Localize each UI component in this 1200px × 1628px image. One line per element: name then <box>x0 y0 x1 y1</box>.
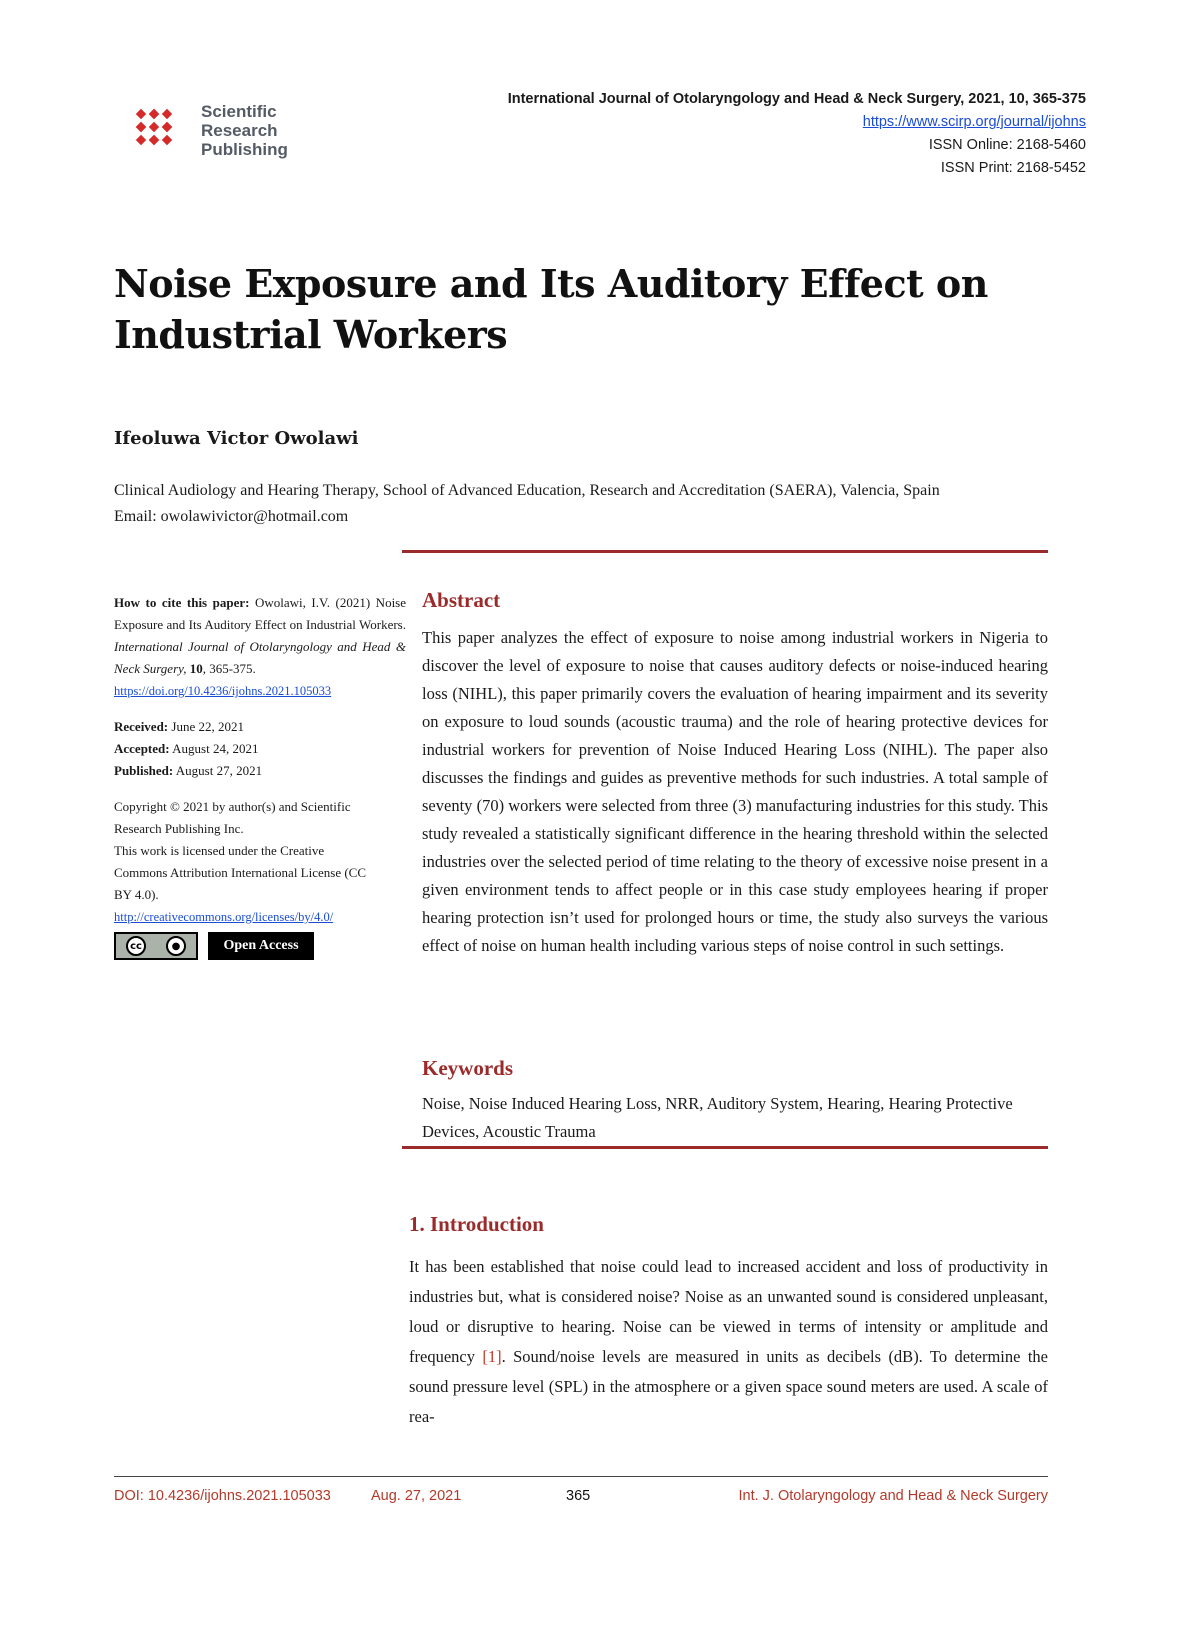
logo-diamond <box>136 109 146 119</box>
keywords-bottom-rule <box>402 1146 1048 1149</box>
copyright-notice: Copyright © 2021 by author(s) and Scientific Research Publishing Inc. <box>114 799 351 836</box>
footer-doi: DOI: 10.4236/ijohns.2021.105033 <box>114 1488 331 1504</box>
logo-diamonds-icon <box>115 86 193 168</box>
logo-diamond <box>136 122 146 132</box>
abstract-text: This paper analyzes the effect of exposure to noise among industrial workers in Nigeria to discover the level of exposure to noise that causes auditory defects or noise-induced hearing loss (NIHL), this paper primarily covers the evaluation of hearing impairment and its severity on exposure to loud sounds (acoustic trauma) and the role of hearing protective devices for industrial workers for prevention of Noise Induced Hearing Loss (NIHL). The paper also discusses the findings and guides as preventive methods for such industries. A total sample of seventy (70) workers were selected from three (3) manufacturing industries for this study. This study revealed a statistically significant difference in the hearing threshold within the selected industries over the selected period of time relating to the theory of excessive noise present in a given environment tends to affect people or in this case study employees hearing if proper hearing protection isn’t used for prolonged hours or time, the study also surveys the various effect of noise on human health including various steps of noise control in such settings. <box>422 628 1048 955</box>
publisher-name: Scientific Research Publishing <box>201 102 288 159</box>
introduction-heading: 1. Introduction <box>409 1212 544 1236</box>
reference-link[interactable]: [1] <box>482 1347 502 1366</box>
logo-diamond <box>162 109 172 119</box>
journal-info <box>508 88 1086 180</box>
footer-journal: Int. J. Otolaryngology and Head & Neck Surgery <box>738 1488 1048 1504</box>
footer-rule <box>114 1476 1048 1477</box>
page-number: 365 <box>566 1488 591 1504</box>
logo-diamond <box>149 135 159 145</box>
logo-diamond <box>149 122 159 132</box>
journal-citation-line: International Journal of Otolaryngology and Head & Neck Surgery, 2021, 10, 365-375 <box>507 91 1086 107</box>
keywords-text: Noise, Noise Induced Hearing Loss, NRR, Auditory System, Hearing, Hearing Protective Devices, Acoustic Trauma <box>422 1094 1013 1141</box>
license-text: This work is licensed under the Creative Commons Attribution International License (CC BY 4.0). <box>114 843 367 902</box>
introduction-text: It has been established that noise could lead to increased accident and loss of productivity in industries but, what is considered noise? Noise as an unwanted sound is considered unpleasant, loud or disruptive to hearing. Noise can be viewed in terms of intensity or amplitude and frequency [1]. Sound/noise levels are measured in units as decibels (dB). To determine the sound pressure level (SPL) in the atmosphere or a given space sound meters are used. A scale of rea- <box>409 1257 1048 1426</box>
logo-diamond <box>162 122 172 132</box>
logo-diamond <box>136 135 146 145</box>
open-access-badge: Open Access <box>208 932 314 960</box>
abstract-heading: Abstract <box>422 588 501 612</box>
paper-title: Noise Exposure and Its Auditory Effect on Industrial Workers <box>114 261 988 357</box>
published-date: Published: August 27, 2021 <box>114 763 263 778</box>
logo-diamond <box>149 109 159 119</box>
license-link[interactable]: http://creativecommons.org/licenses/by/4.0/ <box>114 910 334 924</box>
affiliation: Clinical Audiology and Hearing Therapy, School of Advanced Education, Research and Accreditation (SAERA), Valencia, Spain <box>114 482 940 499</box>
abstract-top-rule <box>402 550 1048 553</box>
doi-link[interactable]: https://doi.org/10.4236/ijohns.2021.105033 <box>114 684 332 698</box>
how-to-cite: How to cite this paper: Owolawi, I.V. (2021) Noise Exposure and Its Auditory Effect on Industrial Workers. International Journal of Otolaryngology and Head & Neck Surgery, 10, 365-375. <box>114 595 407 676</box>
affiliation-block <box>114 478 940 530</box>
received-date: Received: June 22, 2021 <box>114 719 244 734</box>
keywords-heading: Keywords <box>422 1056 513 1080</box>
author-email: Email: owolawivictor@hotmail.com <box>114 508 349 525</box>
citation-sidebar <box>114 592 406 960</box>
person-icon: ● <box>166 936 186 956</box>
footer-date: Aug. 27, 2021 <box>371 1488 462 1504</box>
journal-url-link[interactable]: https://www.scirp.org/journal/ijohns <box>862 114 1086 130</box>
author-name: Ifeoluwa Victor Owolawi <box>114 428 359 449</box>
issn-print: ISSN Print: 2168-5452 <box>940 160 1086 176</box>
logo-diamond <box>162 135 172 145</box>
issn-online: ISSN Online: 2168-5460 <box>928 137 1086 153</box>
cc-by-badge-icon[interactable]: cc ● <box>114 932 198 960</box>
publisher-logo <box>115 86 315 176</box>
accepted-date: Accepted: August 24, 2021 <box>114 741 259 756</box>
